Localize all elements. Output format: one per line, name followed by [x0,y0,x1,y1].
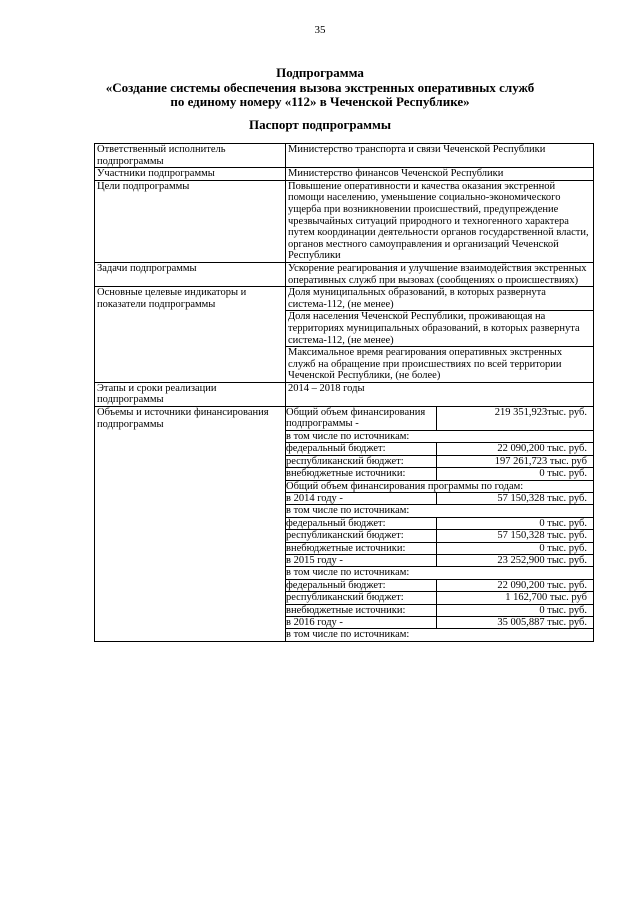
fin-row [286,616,593,628]
goals-value: Повышение оперативности и качества оказания экстренной помощи населению, уменьшение социально-экономического ущерба при возникновении происшествий, предупреждение чрезвычайных ситуаций природного и техногенного характера путем координации деятельности органов государственной власти, органов местного самоуправления и организаций Чеченской Республики [286,180,594,262]
fin-row [286,480,593,492]
fin-2015-sources: в том числе по источникам: [286,567,593,579]
fin-2014-offbudget-value: 0 тыс. руб. [437,542,594,554]
fin-row [286,554,593,566]
fin-2014-federal-label: федеральный бюджет: [286,517,437,529]
tasks-label: Задачи подпрограммы [95,262,286,286]
participants-label: Участники подпрограммы [95,168,286,181]
row-stages [95,382,594,406]
financing-cell [286,407,594,642]
subprogram-title-line2: по единому номеру «112» в Чеченской Республике» [170,94,470,109]
fin-row [286,492,593,504]
page-number: 35 [314,24,326,36]
indicator-item: Максимальное время реагирования оперативных экстренных служб на обращение при происшествиях по всей территории Чеченской Республики, (не более) [286,347,594,383]
fin-2014-republic-label: республиканский бюджет: [286,530,437,542]
fin-row [286,567,593,579]
fin-row [286,505,593,517]
fin-2014-federal-value: 0 тыс. руб. [437,517,594,529]
indicator-item: Доля муниципальных образований, в которых развернута система-112, (не менее) [286,287,594,311]
fin-by-years-label: Общий объем финансирования программы по годам: [286,480,593,492]
fin-republic-label: республиканский бюджет: [286,455,437,467]
fin-2016-value: 35 005,887 тыс. руб. [437,616,594,628]
row-participants [95,168,594,181]
stages-label: Этапы и сроки реализации подпрограммы [95,382,286,406]
fin-2014-label: в 2014 году - [286,492,437,504]
indicator-item: Доля населения Чеченской Республики, проживающая на территориях муниципальных образований, в которых развернута система-112, (не менее) [286,311,594,347]
fin-2015-federal-label: федеральный бюджет: [286,579,437,591]
fin-2015-value: 23 252,900 тыс. руб. [437,554,594,566]
fin-2014-sources: в том числе по источникам: [286,505,593,517]
stages-value: 2014 – 2018 годы [286,382,594,406]
fin-2014-offbudget-label: внебюджетные источники: [286,542,437,554]
fin-row [286,530,593,542]
fin-row [286,579,593,591]
fin-2015-offbudget-value: 0 тыс. руб. [437,604,594,616]
fin-row [286,468,593,480]
executor-label: Ответственный исполнитель подпрограммы [95,144,286,168]
fin-offbudget-label: внебюджетные источники: [286,468,437,480]
fin-row [286,443,593,455]
financing-table [286,407,593,641]
executor-value: Министерство транспорта и связи Чеченской Республики [286,144,594,168]
fin-2015-federal-value: 22 090,200 тыс. руб. [437,579,594,591]
fin-row [286,604,593,616]
passport-table [94,143,594,642]
row-goals [95,180,594,262]
fin-federal-label: федеральный бюджет: [286,443,437,455]
tasks-value: Ускорение реагирования и улучшение взаимодействия экстренных оперативных служб при вызовах (сообщениях о происшествиях) [286,262,594,286]
fin-row [286,629,593,641]
fin-republic-value: 197 261,723 тыс. руб [437,455,594,467]
fin-row [286,430,593,442]
fin-federal-value: 22 090,200 тыс. руб. [437,443,594,455]
subprogram-title-line1: «Создание системы обеспечения вызова экстренных оперативных служб [105,80,535,95]
fin-row [286,517,593,529]
participants-value: Министерство финансов Чеченской Республики [286,168,594,181]
fin-2015-republic-label: республиканский бюджет: [286,592,437,604]
fin-2015-republic-value: 1 162,700 тыс. руб [437,592,594,604]
indicators-label: Основные целевые индикаторы и показатели подпрограммы [95,287,286,383]
passport-heading: Паспорт подпрограммы [249,117,391,132]
fin-2015-offbudget-label: внебюджетные источники: [286,604,437,616]
fin-2014-republic-value: 57 150,328 тыс. руб. [437,530,594,542]
fin-total-label: Общий объем финансирования подпрограммы - [286,407,437,430]
row-executor [95,144,594,168]
fin-2016-label: в 2016 году - [286,616,437,628]
subprogram-heading: Подпрограмма [276,65,364,80]
fin-offbudget-value: 0 тыс. руб. [437,468,594,480]
row-tasks [95,262,594,286]
fin-row [286,407,593,430]
fin-2014-value: 57 150,328 тыс. руб. [437,492,594,504]
row-indicator-1 [95,287,594,311]
fin-sources-label: в том числе по источникам: [286,430,593,442]
fin-row [286,455,593,467]
fin-2016-sources: в том числе по источникам: [286,629,410,641]
fin-2015-label: в 2015 году - [286,554,437,566]
fin-row [286,542,593,554]
goals-label: Цели подпрограммы [95,180,286,262]
row-financing [95,407,594,642]
financing-label: Объемы и источники финансирования подпрограммы [95,407,286,642]
fin-total-value: 219 351,923тыс. руб. [437,407,594,430]
fin-row [286,592,593,604]
